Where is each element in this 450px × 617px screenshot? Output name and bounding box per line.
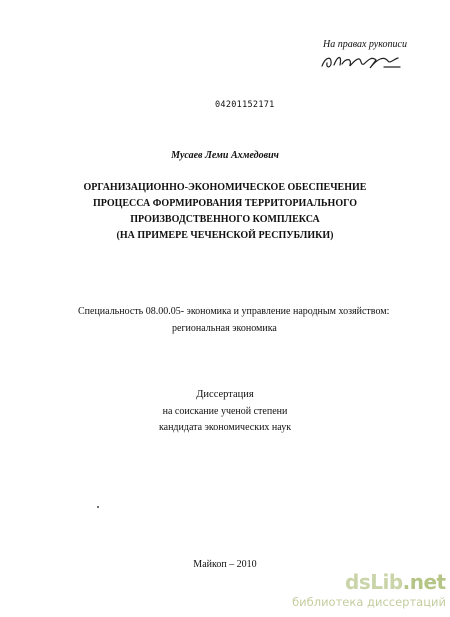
document-number: 04201152171 (215, 100, 275, 110)
scan-speck (97, 506, 99, 508)
dissertation-title (40, 180, 410, 244)
specialty-line: региональная экономика (172, 323, 277, 334)
degree-line: кандидата экономических наук (158, 422, 292, 433)
title-line: ПРОЦЕССА ФОРМИРОВАНИЯ ТЕРРИТОРИАЛЬНОГО (93, 198, 357, 209)
specialty-line: Специальность 08.00.05- экономика и управление народным хозяйством: (78, 306, 390, 317)
watermark-logo-main: dsLib (345, 570, 403, 594)
title-line: (НА ПРИМЕРЕ ЧЕЧЕНСКОЙ РЕСПУБЛИКИ) (116, 230, 334, 241)
watermark-text: библиотека диссертаций (292, 595, 446, 609)
watermark-logo (345, 570, 445, 594)
author-name: Мусаев Леми Ахмедович (171, 150, 279, 161)
document-type: Диссертация (196, 389, 254, 400)
title-line: ОРГАНИЗАЦИОННО-ЭКОНОМИЧЕСКОЕ ОБЕСПЕЧЕНИЕ (83, 182, 367, 193)
handwritten-signature (318, 50, 408, 72)
rights-label: На правах рукописи (323, 39, 407, 50)
title-line: ПРОИЗВОДСТВЕННОГО КОМПЛЕКСА (130, 214, 320, 225)
watermark-logo-suffix: .net (402, 570, 446, 594)
degree-line: на соискание ученой степени (162, 406, 288, 417)
city-year: Майкоп – 2010 (193, 559, 257, 570)
